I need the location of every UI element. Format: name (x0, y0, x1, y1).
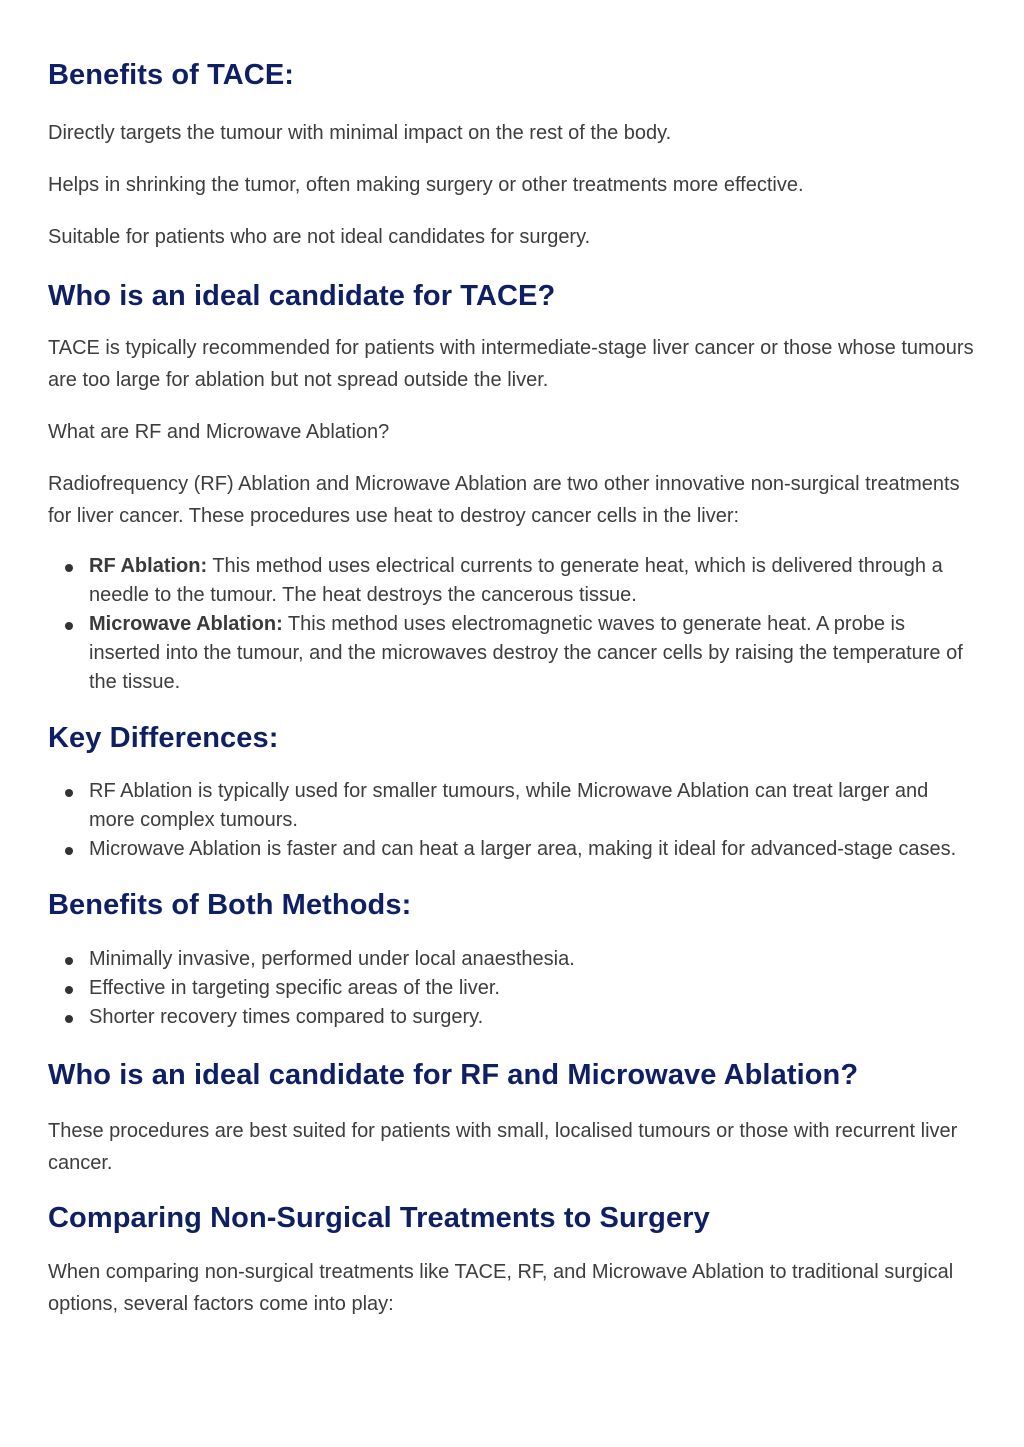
heading-ideal-candidate-rf-microwave: Who is an ideal candidate for RF and Microwave Ablation? (48, 1059, 859, 1092)
paragraph-ideal-candidate-rf-microwave: These procedures are best suited for patients with small, localised tumours or those with recurrent liver cancer. (48, 1119, 958, 1174)
heading-key-differences: Key Differences: (48, 721, 279, 754)
description-microwave-ablation: This method uses electromagnetic waves to generate heat. A probe is inserted into the tumour, and the microwaves destroy the cancer cells by raising the temperature of the tissue. (89, 612, 963, 693)
term-rf-ablation: RF Ablation: (89, 554, 208, 577)
list-item: RF Ablation is typically used for smaller tumours, while Microwave Ablation can treat larger and more complex tumours. (89, 777, 976, 835)
list-item: Effective in targeting specific areas of the liver. (89, 974, 976, 1003)
heading-benefits-of-both-methods: Benefits of Both Methods: (48, 889, 412, 922)
paragraph-tace-benefit-shrinking: Helps in shrinking the tumor, often making surgery or other treatments more effective. (48, 173, 804, 196)
list-item: Microwave Ablation is faster and can heat a larger area, making it ideal for advanced-stage cases. (89, 835, 976, 864)
paragraph-tace-benefit-targeting: Directly targets the tumour with minimal impact on the rest of the body. (48, 121, 672, 144)
heading-comparing-treatments: Comparing Non-Surgical Treatments to Surgery (48, 1201, 710, 1234)
description-rf-ablation: This method uses electrical currents to generate heat, which is delivered through a needle to the tumour. The heat destroys the cancerous tissue. (89, 554, 943, 606)
list-item (89, 610, 976, 697)
paragraph-ideal-candidate-tace: TACE is typically recommended for patients with intermediate-stage liver cancer or those whose tumours are too large for ablation but not spread outside the liver. (48, 336, 974, 391)
list-ablation-methods (48, 552, 976, 697)
paragraph-rf-microwave-intro: Radiofrequency (RF) Ablation and Microwave Ablation are two other innovative non-surgical treatments for liver cancer. These procedures use heat to destroy cancer cells in the liver: (48, 472, 960, 527)
paragraph-comparing-treatments: When comparing non-surgical treatments like TACE, RF, and Microwave Ablation to traditional surgical options, several factors come into play: (48, 1260, 954, 1315)
heading-benefits-of-tace: Benefits of TACE: (48, 59, 295, 91)
list-item (89, 552, 976, 610)
list-benefits-both-methods (48, 945, 976, 1032)
list-item: Shorter recovery times compared to surgery. (89, 1003, 976, 1032)
heading-ideal-candidate-tace: Who is an ideal candidate for TACE? (48, 279, 556, 312)
term-microwave-ablation: Microwave Ablation: (89, 612, 283, 635)
paragraph-rf-microwave-question: What are RF and Microwave Ablation? (48, 420, 390, 443)
list-item: Minimally invasive, performed under local anaesthesia. (89, 945, 976, 974)
list-key-differences (48, 777, 976, 864)
paragraph-tace-benefit-suitability: Suitable for patients who are not ideal candidates for surgery. (48, 225, 591, 248)
